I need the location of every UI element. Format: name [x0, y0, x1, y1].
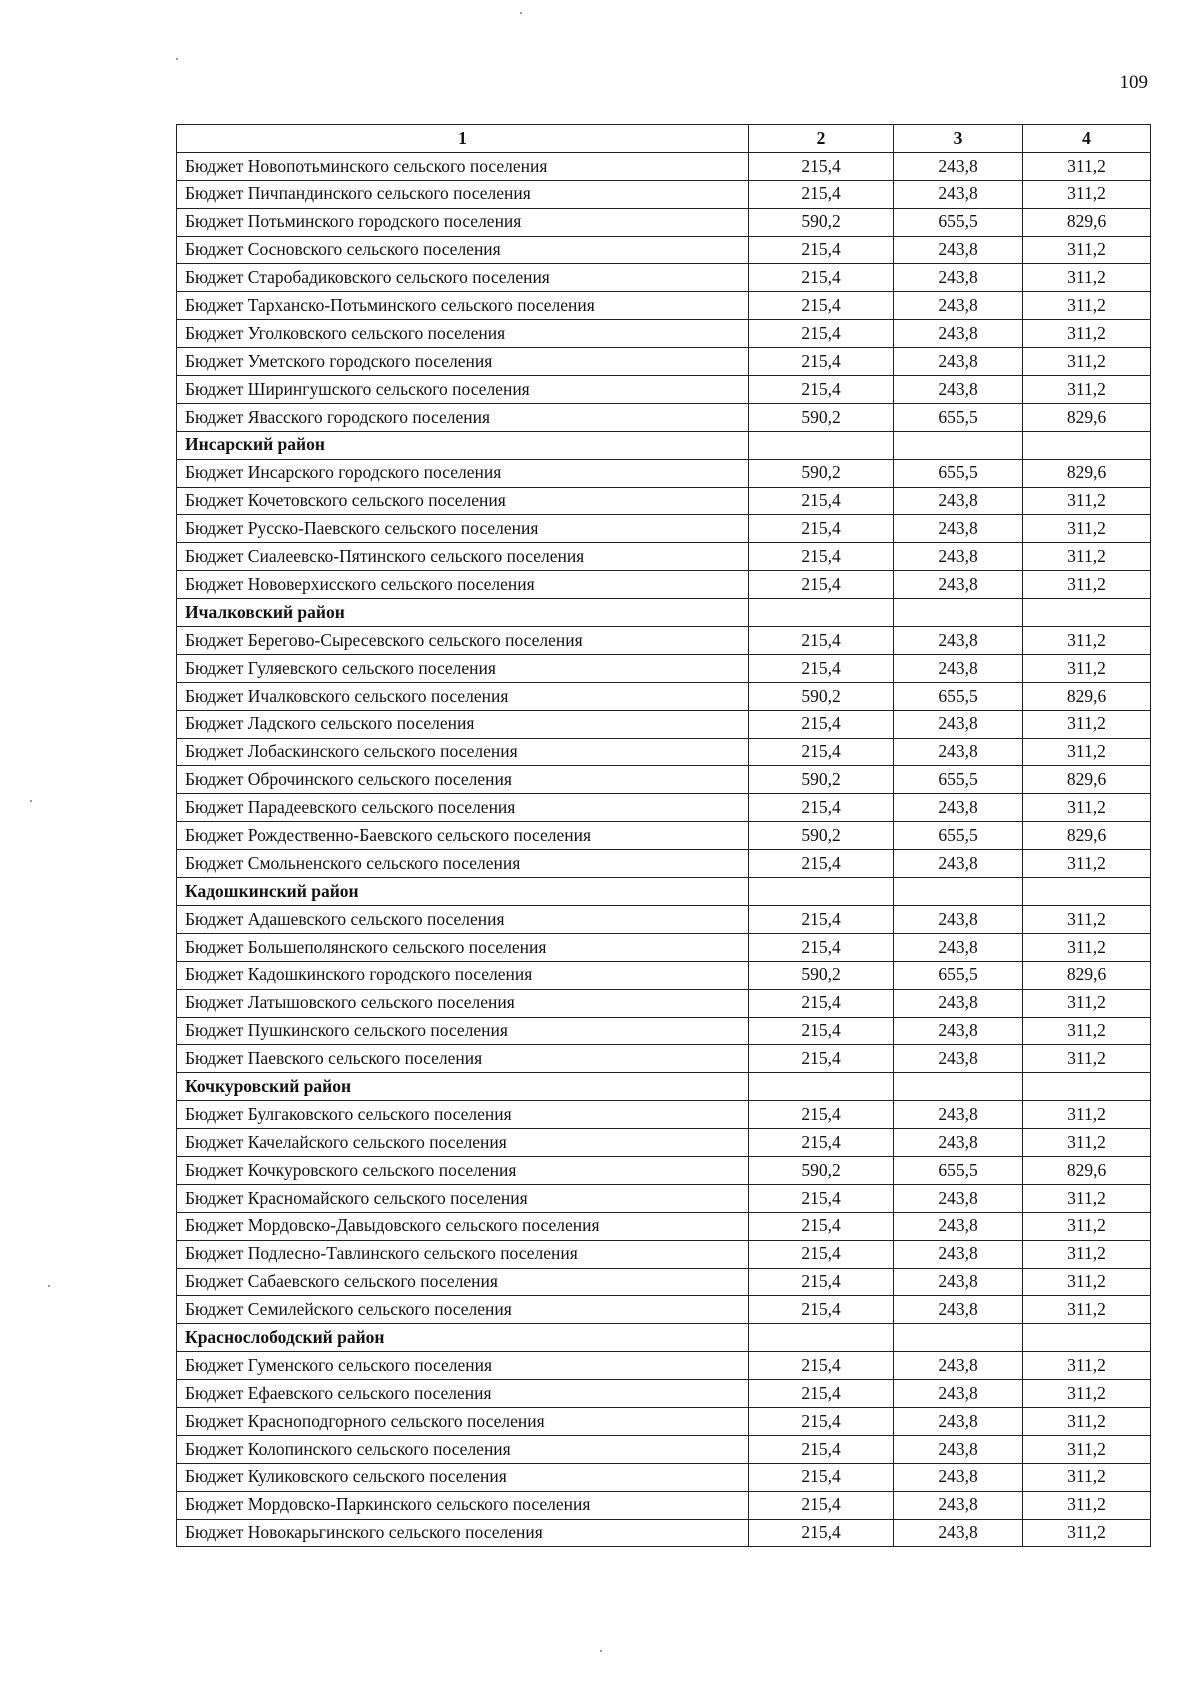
table-row	[177, 1519, 1151, 1547]
value-col-4: 311,2	[1023, 180, 1151, 208]
scan-speck	[600, 1650, 602, 1652]
value-col-2: 215,4	[749, 348, 894, 376]
settlement-name: Бюджет Семилейского сельского поселения	[177, 1296, 749, 1324]
value-col-3: 243,8	[894, 152, 1023, 180]
district-row	[177, 1324, 1151, 1352]
settlement-name: Бюджет Старобадиковского сельского поселения	[177, 264, 749, 292]
scan-speck	[30, 800, 32, 802]
value-col-3: 243,8	[894, 1407, 1023, 1435]
value-col-4: 311,2	[1023, 710, 1151, 738]
table-row	[177, 794, 1151, 822]
value-col-4: 311,2	[1023, 264, 1151, 292]
settlement-name: Бюджет Лобаскинского сельского поселения	[177, 738, 749, 766]
table-row	[177, 1240, 1151, 1268]
value-col-2: 215,4	[749, 1184, 894, 1212]
settlement-name: Бюджет Пичпандинского сельского поселения	[177, 180, 749, 208]
table-row	[177, 543, 1151, 571]
value-col-2: 215,4	[749, 1352, 894, 1380]
value-col-3: 655,5	[894, 1156, 1023, 1184]
settlement-name: Бюджет Пушкинского сельского поселения	[177, 1017, 749, 1045]
value-col-2	[749, 878, 894, 906]
table-row	[177, 459, 1151, 487]
scan-speck	[48, 1285, 50, 1287]
value-col-4: 311,2	[1023, 1240, 1151, 1268]
value-col-3: 243,8	[894, 515, 1023, 543]
table-row	[177, 487, 1151, 515]
table-row	[177, 989, 1151, 1017]
value-col-2: 215,4	[749, 905, 894, 933]
table-row	[177, 766, 1151, 794]
value-col-2: 215,4	[749, 1435, 894, 1463]
value-col-2: 215,4	[749, 738, 894, 766]
value-col-2: 590,2	[749, 682, 894, 710]
table-row	[177, 1184, 1151, 1212]
column-header-1: 1	[177, 125, 749, 153]
table-row	[177, 1101, 1151, 1129]
value-col-3: 243,8	[894, 1296, 1023, 1324]
value-col-4: 311,2	[1023, 1519, 1151, 1547]
value-col-4: 311,2	[1023, 989, 1151, 1017]
value-col-2: 215,4	[749, 264, 894, 292]
value-col-4: 311,2	[1023, 794, 1151, 822]
value-col-2: 215,4	[749, 320, 894, 348]
district-name: Кадошкинский район	[177, 878, 749, 906]
value-col-2: 215,4	[749, 487, 894, 515]
value-col-4: 311,2	[1023, 543, 1151, 571]
table-row	[177, 822, 1151, 850]
value-col-2: 215,4	[749, 1212, 894, 1240]
district-name: Ичалковский район	[177, 599, 749, 627]
value-col-2	[749, 1324, 894, 1352]
table-row	[177, 348, 1151, 376]
value-col-3: 243,8	[894, 1184, 1023, 1212]
table-row	[177, 1491, 1151, 1519]
table-row	[177, 654, 1151, 682]
table-row	[177, 264, 1151, 292]
settlement-name: Бюджет Гуляевского сельского поселения	[177, 654, 749, 682]
value-col-4: 311,2	[1023, 1268, 1151, 1296]
value-col-3: 243,8	[894, 1380, 1023, 1408]
district-row	[177, 431, 1151, 459]
value-col-3: 243,8	[894, 292, 1023, 320]
value-col-4: 311,2	[1023, 1017, 1151, 1045]
table-row	[177, 152, 1151, 180]
value-col-3	[894, 599, 1023, 627]
value-col-4: 311,2	[1023, 1101, 1151, 1129]
table-row	[177, 1435, 1151, 1463]
table-row	[177, 515, 1151, 543]
table-row	[177, 180, 1151, 208]
value-col-2: 215,4	[749, 654, 894, 682]
value-col-2: 215,4	[749, 180, 894, 208]
district-name: Кочкуровский район	[177, 1073, 749, 1101]
column-header-2: 2	[749, 125, 894, 153]
settlement-name: Бюджет Латышовского сельского поселения	[177, 989, 749, 1017]
value-col-2: 215,4	[749, 627, 894, 655]
value-col-3: 243,8	[894, 376, 1023, 404]
value-col-3: 243,8	[894, 794, 1023, 822]
value-col-3: 243,8	[894, 571, 1023, 599]
column-header-3: 3	[894, 125, 1023, 153]
value-col-2: 215,4	[749, 710, 894, 738]
value-col-4: 311,2	[1023, 1435, 1151, 1463]
value-col-4: 311,2	[1023, 236, 1151, 264]
value-col-4: 311,2	[1023, 1352, 1151, 1380]
value-col-3: 243,8	[894, 487, 1023, 515]
value-col-3: 243,8	[894, 543, 1023, 571]
value-col-3: 243,8	[894, 264, 1023, 292]
table-row	[177, 1380, 1151, 1408]
value-col-2: 215,4	[749, 1240, 894, 1268]
value-col-2: 215,4	[749, 152, 894, 180]
value-col-4: 311,2	[1023, 1463, 1151, 1491]
value-col-4: 311,2	[1023, 1491, 1151, 1519]
value-col-3: 655,5	[894, 403, 1023, 431]
table-row	[177, 1268, 1151, 1296]
settlement-name: Бюджет Ширингушского сельского поселения	[177, 376, 749, 404]
settlement-name: Бюджет Красномайского сельского поселения	[177, 1184, 749, 1212]
table-row	[177, 850, 1151, 878]
value-col-4: 311,2	[1023, 376, 1151, 404]
table-row	[177, 376, 1151, 404]
value-col-2: 590,2	[749, 459, 894, 487]
table-row	[177, 710, 1151, 738]
value-col-2: 215,4	[749, 1296, 894, 1324]
settlement-name: Бюджет Кадошкинского городского поселения	[177, 961, 749, 989]
value-col-3: 243,8	[894, 1268, 1023, 1296]
table-row	[177, 682, 1151, 710]
table-row	[177, 627, 1151, 655]
table-row	[177, 1212, 1151, 1240]
value-col-2: 215,4	[749, 571, 894, 599]
table-row	[177, 933, 1151, 961]
settlement-name: Бюджет Парадеевского сельского поселения	[177, 794, 749, 822]
value-col-3	[894, 1324, 1023, 1352]
settlement-name: Бюджет Уметского городского поселения	[177, 348, 749, 376]
value-col-2: 215,4	[749, 1268, 894, 1296]
value-col-2: 590,2	[749, 1156, 894, 1184]
settlement-name: Бюджет Подлесно-Тавлинского сельского поселения	[177, 1240, 749, 1268]
table-row	[177, 738, 1151, 766]
value-col-3: 243,8	[894, 1212, 1023, 1240]
scan-speck	[176, 58, 178, 60]
value-col-2: 215,4	[749, 376, 894, 404]
value-col-4: 311,2	[1023, 571, 1151, 599]
value-col-3: 655,5	[894, 459, 1023, 487]
value-col-2: 215,4	[749, 1129, 894, 1157]
table-row	[177, 961, 1151, 989]
settlement-name: Бюджет Ичалковского сельского поселения	[177, 682, 749, 710]
settlement-name: Бюджет Рождественно-Баевского сельского поселения	[177, 822, 749, 850]
value-col-2: 590,2	[749, 208, 894, 236]
value-col-2	[749, 431, 894, 459]
value-col-4: 829,6	[1023, 403, 1151, 431]
value-col-3: 243,8	[894, 905, 1023, 933]
value-col-2: 215,4	[749, 543, 894, 571]
value-col-4: 311,2	[1023, 348, 1151, 376]
table-row	[177, 1407, 1151, 1435]
table-row	[177, 292, 1151, 320]
value-col-3: 243,8	[894, 1045, 1023, 1073]
table-row	[177, 1017, 1151, 1045]
settlement-name: Бюджет Уголковского сельского поселения	[177, 320, 749, 348]
value-col-2: 215,4	[749, 1017, 894, 1045]
value-col-3: 243,8	[894, 1491, 1023, 1519]
district-name: Краснослободский район	[177, 1324, 749, 1352]
settlement-name: Бюджет Паевского сельского поселения	[177, 1045, 749, 1073]
value-col-2: 215,4	[749, 850, 894, 878]
value-col-4: 311,2	[1023, 487, 1151, 515]
value-col-2: 215,4	[749, 1519, 894, 1547]
value-col-2: 215,4	[749, 1463, 894, 1491]
value-col-2: 215,4	[749, 1380, 894, 1408]
value-col-2: 590,2	[749, 822, 894, 850]
scan-speck	[520, 12, 522, 14]
value-col-4: 311,2	[1023, 1212, 1151, 1240]
settlement-name: Бюджет Нововерхисского сельского поселения	[177, 571, 749, 599]
settlement-name: Бюджет Новокарьгинского сельского поселения	[177, 1519, 749, 1547]
table-row	[177, 905, 1151, 933]
value-col-2: 590,2	[749, 961, 894, 989]
value-col-2	[749, 1073, 894, 1101]
value-col-4: 311,2	[1023, 627, 1151, 655]
value-col-4	[1023, 1324, 1151, 1352]
value-col-4: 311,2	[1023, 1407, 1151, 1435]
value-col-4: 311,2	[1023, 515, 1151, 543]
value-col-2: 215,4	[749, 1101, 894, 1129]
value-col-2: 215,4	[749, 989, 894, 1017]
value-col-2: 215,4	[749, 1045, 894, 1073]
settlement-name: Бюджет Новопотьминского сельского поселения	[177, 152, 749, 180]
value-col-4: 311,2	[1023, 850, 1151, 878]
settlement-name: Бюджет Адашевского сельского поселения	[177, 905, 749, 933]
settlement-name: Бюджет Мордовско-Паркинского сельского поселения	[177, 1491, 749, 1519]
settlement-name: Бюджет Тарханско-Потьминского сельского поселения	[177, 292, 749, 320]
value-col-2	[749, 599, 894, 627]
district-row	[177, 878, 1151, 906]
value-col-3: 655,5	[894, 208, 1023, 236]
district-row	[177, 599, 1151, 627]
value-col-4: 311,2	[1023, 320, 1151, 348]
value-col-4: 829,6	[1023, 961, 1151, 989]
budget-table	[176, 124, 1151, 1547]
value-col-3: 243,8	[894, 738, 1023, 766]
settlement-name: Бюджет Потьминского городского поселения	[177, 208, 749, 236]
value-col-3: 243,8	[894, 1352, 1023, 1380]
table-row	[177, 571, 1151, 599]
table-row	[177, 1463, 1151, 1491]
settlement-name: Бюджет Сабаевского сельского поселения	[177, 1268, 749, 1296]
value-col-3	[894, 878, 1023, 906]
value-col-4: 829,6	[1023, 682, 1151, 710]
value-col-4	[1023, 599, 1151, 627]
value-col-3: 655,5	[894, 682, 1023, 710]
value-col-4: 311,2	[1023, 905, 1151, 933]
settlement-name: Бюджет Мордовско-Давыдовского сельского поселения	[177, 1212, 749, 1240]
value-col-2: 215,4	[749, 1407, 894, 1435]
value-col-4: 311,2	[1023, 738, 1151, 766]
value-col-3: 243,8	[894, 1240, 1023, 1268]
value-col-2: 215,4	[749, 933, 894, 961]
value-col-4: 829,6	[1023, 766, 1151, 794]
value-col-4	[1023, 1073, 1151, 1101]
value-col-3: 243,8	[894, 710, 1023, 738]
column-header-4: 4	[1023, 125, 1151, 153]
value-col-4: 829,6	[1023, 208, 1151, 236]
value-col-3: 243,8	[894, 1519, 1023, 1547]
value-col-3: 243,8	[894, 180, 1023, 208]
district-row	[177, 1073, 1151, 1101]
value-col-3: 243,8	[894, 1017, 1023, 1045]
table-row	[177, 1352, 1151, 1380]
value-col-3: 243,8	[894, 627, 1023, 655]
value-col-3: 243,8	[894, 348, 1023, 376]
settlement-name: Бюджет Булгаковского сельского поселения	[177, 1101, 749, 1129]
value-col-3: 243,8	[894, 850, 1023, 878]
settlement-name: Бюджет Кочетовского сельского поселения	[177, 487, 749, 515]
value-col-3: 243,8	[894, 1101, 1023, 1129]
table-row	[177, 1045, 1151, 1073]
settlement-name: Бюджет Колопинского сельского поселения	[177, 1435, 749, 1463]
settlement-name: Бюджет Ладского сельского поселения	[177, 710, 749, 738]
value-col-2: 590,2	[749, 766, 894, 794]
settlement-name: Бюджет Берегово-Сыресевского сельского поселения	[177, 627, 749, 655]
value-col-3	[894, 1073, 1023, 1101]
table-row	[177, 236, 1151, 264]
value-col-4: 311,2	[1023, 1045, 1151, 1073]
value-col-2: 215,4	[749, 236, 894, 264]
value-col-2: 215,4	[749, 515, 894, 543]
district-name: Инсарский район	[177, 431, 749, 459]
table-row	[177, 403, 1151, 431]
value-col-2: 215,4	[749, 292, 894, 320]
value-col-4: 829,6	[1023, 459, 1151, 487]
settlement-name: Бюджет Качелайского сельского поселения	[177, 1129, 749, 1157]
value-col-4	[1023, 431, 1151, 459]
settlement-name: Бюджет Гуменского сельского поселения	[177, 1352, 749, 1380]
value-col-4: 311,2	[1023, 152, 1151, 180]
value-col-4: 311,2	[1023, 933, 1151, 961]
value-col-3: 243,8	[894, 1129, 1023, 1157]
settlement-name: Бюджет Ефаевского сельского поселения	[177, 1380, 749, 1408]
table-row	[177, 320, 1151, 348]
value-col-4: 311,2	[1023, 292, 1151, 320]
value-col-4	[1023, 878, 1151, 906]
settlement-name: Бюджет Инсарского городского поселения	[177, 459, 749, 487]
settlement-name: Бюджет Кочкуровского сельского поселения	[177, 1156, 749, 1184]
value-col-3: 243,8	[894, 989, 1023, 1017]
value-col-4: 311,2	[1023, 1184, 1151, 1212]
value-col-3: 243,8	[894, 1463, 1023, 1491]
value-col-3	[894, 431, 1023, 459]
settlement-name: Бюджет Смольненского сельского поселения	[177, 850, 749, 878]
value-col-3: 655,5	[894, 766, 1023, 794]
value-col-3: 243,8	[894, 1435, 1023, 1463]
value-col-3: 243,8	[894, 654, 1023, 682]
value-col-4: 829,6	[1023, 1156, 1151, 1184]
value-col-2: 590,2	[749, 403, 894, 431]
settlement-name: Бюджет Куликовского сельского поселения	[177, 1463, 749, 1491]
table-row	[177, 1156, 1151, 1184]
value-col-4: 311,2	[1023, 654, 1151, 682]
settlement-name: Бюджет Красноподгорного сельского поселения	[177, 1407, 749, 1435]
settlement-name: Бюджет Явасского городского поселения	[177, 403, 749, 431]
value-col-4: 311,2	[1023, 1380, 1151, 1408]
page-number: 109	[1119, 72, 1148, 93]
table-row	[177, 1296, 1151, 1324]
value-col-2: 215,4	[749, 1491, 894, 1519]
table-header-row	[177, 125, 1151, 153]
value-col-3: 243,8	[894, 236, 1023, 264]
table-row	[177, 1129, 1151, 1157]
value-col-4: 311,2	[1023, 1296, 1151, 1324]
table-body	[177, 152, 1151, 1547]
table-row	[177, 208, 1151, 236]
value-col-2: 215,4	[749, 794, 894, 822]
value-col-4: 829,6	[1023, 822, 1151, 850]
value-col-3: 655,5	[894, 961, 1023, 989]
settlement-name: Бюджет Сиалеевско-Пятинского сельского поселения	[177, 543, 749, 571]
value-col-3: 655,5	[894, 822, 1023, 850]
settlement-name: Бюджет Русско-Паевского сельского поселения	[177, 515, 749, 543]
value-col-4: 311,2	[1023, 1129, 1151, 1157]
settlement-name: Бюджет Оброчинского сельского поселения	[177, 766, 749, 794]
settlement-name: Бюджет Большеполянского сельского поселения	[177, 933, 749, 961]
value-col-3: 243,8	[894, 320, 1023, 348]
value-col-3: 243,8	[894, 933, 1023, 961]
settlement-name: Бюджет Сосновского сельского поселения	[177, 236, 749, 264]
